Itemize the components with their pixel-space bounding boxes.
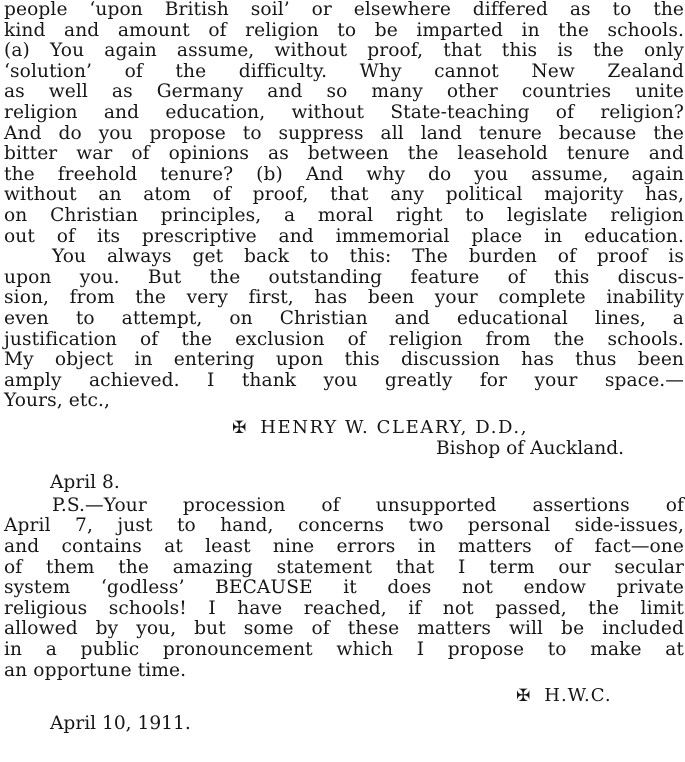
text-line: Yours, etc., [4, 390, 110, 412]
signature-title-line [4, 436, 684, 460]
text-line: religion and education, without State-teaching of religion? [4, 101, 684, 123]
cross-icon: ✠ [516, 686, 531, 707]
text-line: ‘solution’ of the difficulty. Why cannot New Zealand [4, 60, 684, 82]
text-line: upon you. But the outstanding feature of this discus- [4, 266, 684, 288]
initials-line [4, 681, 684, 707]
date-line-1 [4, 460, 684, 496]
text-line: and contains at least nine errors in matters of fact—one [4, 536, 684, 558]
text-line: (a) You again assume, without proof, that this is the only [4, 40, 684, 62]
newspaper-clipping [4, 0, 684, 735]
text-line: in a public pronouncement which I propose to make at [4, 639, 684, 661]
text-line: And do you propose to suppress all land tenure because the [4, 122, 684, 144]
text-line: You always get back to this: The burden of proof is [52, 246, 684, 268]
signature-name-line [4, 412, 684, 436]
cross-icon: ✠ [232, 417, 247, 438]
text-line: P.S.—Your procession of unsupported assertions of [52, 494, 684, 516]
text-line: even to attempt, on Christian and educational lines, a [4, 307, 684, 329]
text-line: allowed by you, but some of these matters will be included [4, 618, 684, 640]
text-line: of them the amazing statement that I term our secular [4, 556, 684, 578]
initials [516, 685, 612, 706]
text-line: the freehold tenure? (b) And why do you assume, again [4, 163, 684, 185]
paragraph-2 [4, 247, 684, 412]
date-1: April 8. [50, 471, 120, 493]
text-line: April 7, just to hand, concerns two personal side-issues, [4, 515, 684, 537]
text-line: without an atom of proof, that any political majority has, [4, 184, 684, 206]
text-line: religious schools! I have reached, if not passed, the limit [4, 597, 684, 619]
text-line: justification of the exclusion of religion from the schools. [4, 328, 684, 350]
signature-title: Bishop of Auckland. [436, 437, 625, 459]
text-line: people ‘upon British soil’ or elsewhere differed as to the [4, 0, 684, 20]
text-line: system ‘godless’ BECAUSE it does not endow private [4, 577, 684, 599]
text-line: as well as Germany and so many other countries unite [4, 81, 684, 103]
text-line: out of its prescriptive and immemorial place in education. [4, 225, 684, 247]
text-line: an opportune time. [4, 659, 187, 681]
signature-name-text: HENRY W. CLEARY, D.D., [260, 416, 529, 438]
text-line: sion, from the very first, has been your complete inability [4, 287, 684, 309]
signature-name [232, 417, 528, 438]
text-line: My object in entering upon this discussion has thus been [4, 349, 684, 371]
date-line-2 [4, 707, 684, 735]
text-line: kind and amount of religion to be imparted in the schools. [4, 19, 684, 41]
text-line: on Christian principles, a moral right to legislate religion [4, 204, 684, 226]
text-line: bitter war of opinions as between the leasehold tenure and [4, 143, 684, 165]
text-line: amply achieved. I thank you greatly for your space.— [4, 369, 684, 391]
postscript [4, 496, 684, 681]
initials-text: H.W.C. [544, 685, 612, 707]
date-2: April 10, 1911. [50, 713, 191, 735]
paragraph-1 [4, 0, 684, 247]
